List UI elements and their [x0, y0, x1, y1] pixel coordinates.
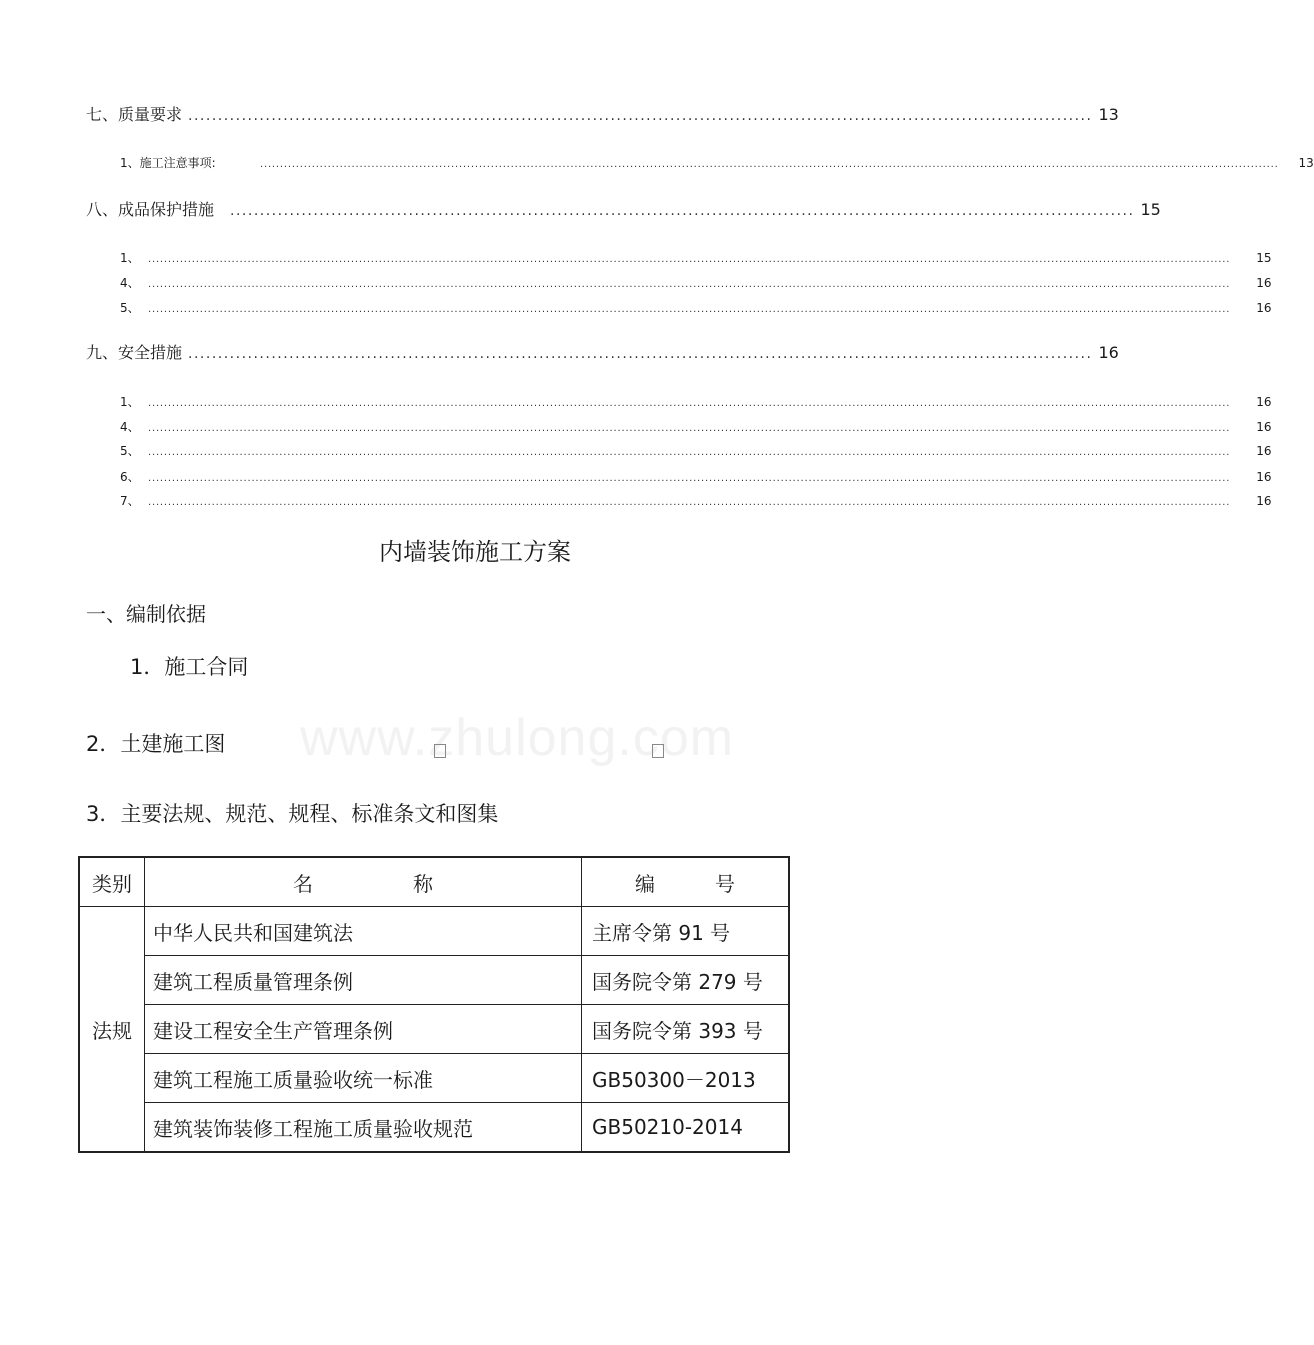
- toc-page-number: 13: [1298, 156, 1314, 170]
- toc-page-number: 15: [1256, 251, 1272, 265]
- basis-item-contract: 1．施工合同: [130, 655, 249, 679]
- regulation-name: 建筑工程施工质量验收统一标准: [145, 1054, 582, 1103]
- header-code: 编 号: [582, 857, 790, 907]
- regulation-code: 主席令第 91 号: [582, 907, 790, 956]
- toc-subentry-label: 1、施工注意事项:: [120, 156, 216, 170]
- toc-subentry-label: 6、: [120, 470, 140, 484]
- regulation-name: 建筑装饰装修工程施工质量验收规范: [145, 1103, 582, 1153]
- table-header-row: [79, 857, 789, 907]
- table-row: [79, 907, 789, 956]
- toc-page-number: 16: [1256, 444, 1272, 458]
- toc-subentry-label: 5、: [120, 301, 140, 315]
- table-row: [79, 956, 789, 1005]
- toc-subentry[interactable]: [120, 249, 1272, 267]
- toc-subentry[interactable]: [120, 299, 1272, 317]
- category-cell: 法规: [79, 907, 145, 1153]
- toc-page-number: 16: [1256, 276, 1272, 290]
- basis-item-drawings: 2．土建施工图: [86, 732, 226, 756]
- regulations-table: [78, 856, 790, 1153]
- toc-entry-label: 九、安全措施: [86, 343, 183, 362]
- section-heading: 一、编制依据: [86, 602, 206, 626]
- toc-entry-label: 七、质量要求: [86, 105, 183, 124]
- toc-subentry[interactable]: [120, 442, 1272, 460]
- toc-subentry[interactable]: [120, 393, 1272, 411]
- toc-entry-label: 八、成品保护措施: [86, 200, 215, 219]
- toc-leader: ................................................................................................................................................................................................................................................................................: [148, 254, 1231, 265]
- placeholder-glyph: [652, 744, 664, 758]
- regulation-code: 国务院令第 393 号: [582, 1005, 790, 1054]
- toc-subentry[interactable]: [120, 274, 1272, 292]
- toc-subentry[interactable]: [120, 492, 1272, 510]
- toc-subentry-label: 4、: [120, 276, 140, 290]
- toc-subentry-label: 4、: [120, 420, 140, 434]
- toc-page-number: 16: [1098, 343, 1119, 362]
- toc-page-number: 13: [1098, 105, 1119, 124]
- toc-subentry-label: 5、: [120, 444, 140, 458]
- placeholder-glyph: [434, 744, 446, 758]
- toc-entry-protection[interactable]: [86, 197, 1161, 221]
- toc-subentry[interactable]: [120, 418, 1272, 436]
- regulation-code: GB50210-2014: [582, 1103, 790, 1153]
- toc-page-number: 16: [1256, 494, 1272, 508]
- toc-entry-quality[interactable]: [86, 102, 1119, 126]
- toc-leader: ................................................................................................................................................................................................................................................................................: [148, 423, 1231, 434]
- regulation-name: 中华人民共和国建筑法: [145, 907, 582, 956]
- regulation-name: 建筑工程质量管理条例: [145, 956, 582, 1005]
- regulation-code: 国务院令第 279 号: [582, 956, 790, 1005]
- toc-leader: ................................................................................................................................................................................................................................................................................: [148, 279, 1231, 290]
- basis-item-regulations: 3．主要法规、规范、规程、标准条文和图集: [86, 802, 499, 826]
- toc-leader: ........................................................................................................................................................: [188, 346, 1093, 362]
- toc-leader: ................................................................................................................................................................................................................................................................................: [148, 473, 1231, 484]
- toc-subentry[interactable]: [120, 154, 1314, 172]
- toc-leader: ................................................................................................................................................................................................................................................................................: [148, 398, 1231, 409]
- toc-page-number: 16: [1256, 470, 1272, 484]
- toc-leader: ........................................................................................................................................................: [188, 108, 1093, 124]
- header-category: 类别: [79, 857, 145, 907]
- header-name: 名 称: [145, 857, 582, 907]
- toc-leader: ................................................................................................................................................................................................................................................................................: [148, 447, 1231, 458]
- document-title: 内墙装饰施工方案: [379, 538, 571, 566]
- toc-subentry-label: 1、: [120, 395, 140, 409]
- toc-page-number: 15: [1140, 200, 1161, 219]
- toc-leader: ................................................................................................................................................................................................................................................................................: [148, 497, 1231, 508]
- toc-subentry[interactable]: [120, 468, 1272, 486]
- toc-subentry-label: 7、: [120, 494, 140, 508]
- toc-page-number: 16: [1256, 395, 1272, 409]
- regulation-name: 建设工程安全生产管理条例: [145, 1005, 582, 1054]
- toc-leader: ........................................................................................................................................................: [230, 203, 1135, 219]
- table-row: [79, 1005, 789, 1054]
- toc-leader: ................................................................................................................................................................................................................................................................................: [148, 304, 1231, 315]
- regulation-code: GB50300－2013: [582, 1054, 790, 1103]
- toc-page-number: 16: [1256, 301, 1272, 315]
- watermark: www.zhulong.com: [300, 709, 735, 767]
- toc-page-number: 16: [1256, 420, 1272, 434]
- toc-leader: ................................................................................................................................................................................................................................................................: [260, 159, 1279, 170]
- toc-entry-safety[interactable]: [86, 340, 1119, 364]
- table-row: [79, 1054, 789, 1103]
- table-row: [79, 1103, 789, 1153]
- toc-subentry-label: 1、: [120, 251, 140, 265]
